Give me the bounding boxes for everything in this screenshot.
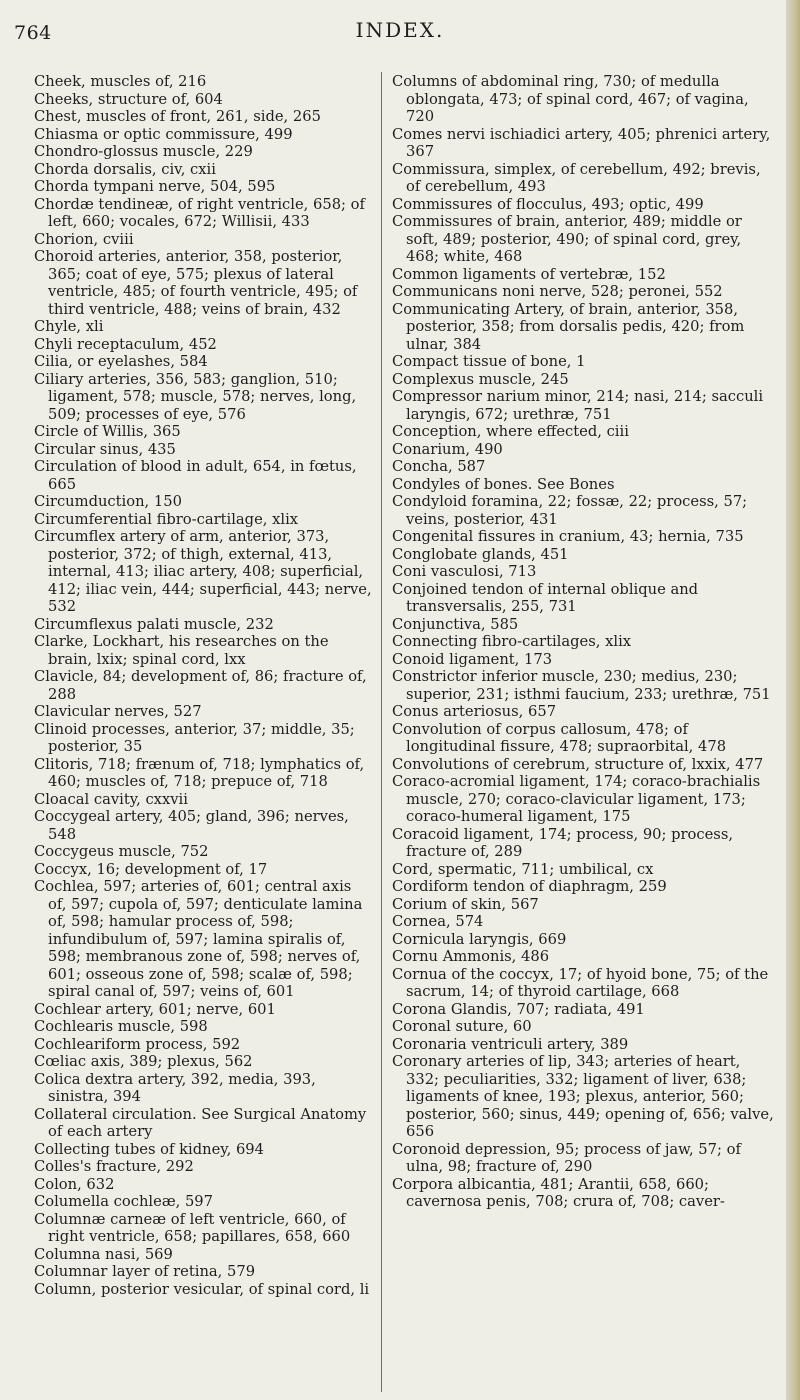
index-entry: Chyli receptaculum, 452 [34, 335, 217, 353]
index-entry: Communicans noni nerve, 528; peronei, 552 [392, 283, 723, 300]
index-entry: Choroid arteries, anterior, 358, posterior, 365; coat of eye, 575; plexus of lateral ventricle, 485; of fourth ventricle, 495; of third ventricle, 488; veins of brain, 432 [34, 248, 358, 318]
index-entry: Coni vasculosi, 713 [392, 563, 537, 580]
index-entry: Cochlear artery, 601; nerve, 601 [34, 1000, 276, 1018]
index-entry: Circumflexus palati muscle, 232 [34, 615, 274, 633]
index-entry: Cordiform tendon of diaphragm, 259 [392, 878, 667, 895]
index-entry: Cilia, or eyelashes, 584 [34, 353, 208, 370]
column-divider [381, 72, 382, 1392]
index-entry: Chorda dorsalis, civ, cxii [34, 160, 216, 178]
index-entry: Cochlea, 597; arteries of, 601; central axis of, 597; cupola of, 597; denticulate lamina of, 598; hamular process of, 598; infundibulum of, 597; lamina spiralis of, 598; membranous zone of, 598; nerves of, 601; osseous zone of, 598; scalæ of, 598; spiral canal of, 597; veins of, 601 [34, 878, 363, 1000]
index-entry: Complexus muscle, 245 [392, 370, 569, 388]
index-entry: Conarium, 490 [392, 440, 503, 458]
index-entry: Columnar layer of retina, 579 [34, 1263, 256, 1280]
index-entry: Circumduction, 150 [34, 493, 182, 510]
index-entry: Coronaria ventriculi artery, 389 [392, 1035, 629, 1053]
index-entry: Condyles of bones. See Bones [392, 475, 615, 493]
index-entry: Coronal suture, 60 [392, 1018, 532, 1035]
page-title: INDEX. [355, 18, 445, 42]
index-entry: Commissura, simplex, of cerebellum, 492; brevis, of cerebellum, 493 [392, 160, 761, 195]
index-entry: Ciliary arteries, 356, 583; ganglion, 510; ligament, 578; muscle, 578; nerves, long, 509; processes of eye, 576 [34, 370, 357, 423]
index-entry: Colles's fracture, 292 [34, 1158, 194, 1175]
index-entry: Concha, 587 [392, 458, 486, 475]
index-entry: Collateral circulation. See Surgical Anatomy of each artery [34, 1105, 367, 1140]
index-entry: Conjoined tendon of internal oblique and transversalis, 255, 731 [392, 580, 699, 615]
index-entry: Columns of abdominal ring, 730; of medulla oblongata, 473; of spinal cord, 467; of vagina, 720 [392, 73, 749, 125]
index-entry: Chest, muscles of front, 261, side, 265 [34, 108, 321, 125]
index-column-right [392, 73, 776, 1211]
index-entry: Columnæ carneæ of left ventricle, 660, of right ventricle, 658; papillares, 658, 660 [34, 1210, 351, 1245]
index-entry: Coronoid depression, 95; process of jaw, 57; of ulna, 98; fracture of, 290 [392, 1140, 741, 1175]
page-edge [786, 0, 800, 1400]
index-entry: Cochlearis muscle, 598 [34, 1018, 208, 1035]
index-entry: Convolution of corpus callosum, 478; of longitudinal fissure, 478; supraorbital, 478 [392, 720, 727, 755]
index-entry: Columna nasi, 569 [34, 1245, 173, 1263]
index-entry: Compressor narium minor, 214; nasi, 214; sacculi laryngis, 672; urethræ, 751 [392, 388, 764, 423]
index-entry: Collecting tubes of kidney, 694 [34, 1140, 264, 1158]
index-entry: Conoid ligament, 173 [392, 650, 553, 668]
index-entry: Cochleariform process, 592 [34, 1035, 241, 1053]
index-entry: Cheek, muscles of, 216 [34, 73, 207, 90]
index-entry: Chorion, cviii [34, 230, 134, 248]
index-entry: Circumferential fibro-cartilage, xlix [34, 510, 299, 528]
index-entry: Commissures of flocculus, 493; optic, 499 [392, 195, 704, 213]
index-entry: Cornea, 574 [392, 913, 484, 930]
index-entry: Cheeks, structure of, 604 [34, 90, 223, 108]
index-entry: Compact tissue of bone, 1 [392, 353, 586, 370]
index-entry: Chordæ tendineæ, of right ventricle, 658; of left, 660; vocales, 672; Willisii, 433 [34, 195, 365, 230]
index-entry: Conglobate glands, 451 [392, 545, 569, 563]
index-entry: Chorda tympani nerve, 504, 595 [34, 178, 276, 195]
index-entry: Chondro-glossus muscle, 229 [34, 143, 253, 160]
index-entry: Column, posterior vesicular, of spinal cord, li [34, 1280, 370, 1298]
index-entry: Corpora albicantia, 481; Arantii, 658, 660; cavernosa penis, 708; crura of, 708; caver- [392, 1175, 725, 1210]
index-entry: Corona Glandis, 707; radiata, 491 [392, 1000, 645, 1018]
index-entry: Conception, where effected, ciii [392, 423, 629, 440]
index-entry: Cornu Ammonis, 486 [392, 948, 550, 965]
index-entry: Columella cochleæ, 597 [34, 1193, 213, 1210]
index-entry: Circumflex artery of arm, anterior, 373, posterior, 372; of thigh, external, 413, internal, 413; iliac artery, 408; superficial, 412; iliac vein, 444; superficial, 443; nerve, 532 [34, 528, 372, 615]
index-entry: Colica dextra artery, 392, media, 393, sinistra, 394 [34, 1070, 316, 1105]
index-entry: Convolutions of cerebrum, structure of, lxxix, 477 [392, 755, 764, 773]
index-entry: Circle of Willis, 365 [34, 423, 181, 440]
index-entry: Clavicular nerves, 527 [34, 703, 202, 720]
index-entry: Conus arteriosus, 657 [392, 703, 557, 720]
index-entry: Comes nervi ischiadici artery, 405; phrenici artery, 367 [392, 125, 771, 160]
index-entry: Cornua of the coccyx, 17; of hyoid bone, 75; of the sacrum, 14; of thyroid cartilage, 668 [392, 965, 769, 1000]
index-entry: Cord, spermatic, 711; umbilical, cx [392, 860, 654, 878]
index-entry: Common ligaments of vertebræ, 152 [392, 265, 666, 283]
index-entry: Coccygeus muscle, 752 [34, 843, 209, 860]
index-entry: Corium of skin, 567 [392, 895, 539, 913]
index-entry: Clinoid processes, anterior, 37; middle, 35; posterior, 35 [34, 720, 355, 755]
index-entry: Clarke, Lockhart, his researches on the brain, lxix; spinal cord, lxx [34, 633, 329, 668]
page-number: 764 [14, 22, 52, 44]
index-entry: Coracoid ligament, 174; process, 90; process, fracture of, 289 [392, 825, 734, 860]
index-entry: Chyle, xli [34, 318, 104, 335]
index-entry: Clitoris, 718; frænum of, 718; lymphatics of, 460; muscles of, 718; prepuce of, 718 [34, 755, 365, 790]
index-column-left [34, 73, 374, 1298]
index-entry: Cœliac axis, 389; plexus, 562 [34, 1053, 253, 1070]
index-entry: Connecting fibro-cartilages, xlix [392, 633, 632, 650]
index-entry: Condyloid foramina, 22; fossæ, 22; process, 57; veins, posterior, 431 [392, 493, 748, 528]
index-entry: Chiasma or optic commissure, 499 [34, 125, 293, 143]
index-entry: Communicating Artery, of brain, anterior, 358, posterior, 358; from dorsalis pedis, 420; from ulnar, 384 [392, 300, 745, 353]
index-entry: Cloacal cavity, cxxvii [34, 790, 188, 808]
index-entry: Circulation of blood in adult, 654, in fœtus, 665 [34, 458, 357, 493]
index-entry: Commissures of brain, anterior, 489; middle or soft, 489; posterior, 490; of spinal cord, grey, 468; white, 468 [392, 213, 742, 265]
index-entry: Coraco-acromial ligament, 174; coraco-brachialis muscle, 270; coraco-clavicular ligament, 173; coraco-humeral ligament, 175 [392, 773, 761, 825]
index-entry: Coccyx, 16; development of, 17 [34, 860, 268, 878]
index-entry: Constrictor inferior muscle, 230; medius, 230; superior, 231; isthmi faucium, 233; urethræ, 751 [392, 668, 771, 703]
index-entry: Colon, 632 [34, 1175, 115, 1193]
index-entry: Clavicle, 84; development of, 86; fracture of, 288 [34, 668, 367, 703]
index-entry: Conjunctiva, 585 [392, 615, 519, 633]
index-entry: Coccygeal artery, 405; gland, 396; nerves, 548 [34, 808, 349, 843]
index-entry: Circular sinus, 435 [34, 440, 176, 458]
index-entry: Coronary arteries of lip, 343; arteries of heart, 332; peculiarities, 332; ligament of liver, 638; ligaments of knee, 193; plexus, anterior, 560; posterior, 560; sinus, 449; opening of, 656; valve, 656 [392, 1053, 774, 1140]
index-entry: Cornicula laryngis, 669 [392, 930, 567, 948]
index-entry: Congenital fissures in cranium, 43; hernia, 735 [392, 528, 744, 545]
